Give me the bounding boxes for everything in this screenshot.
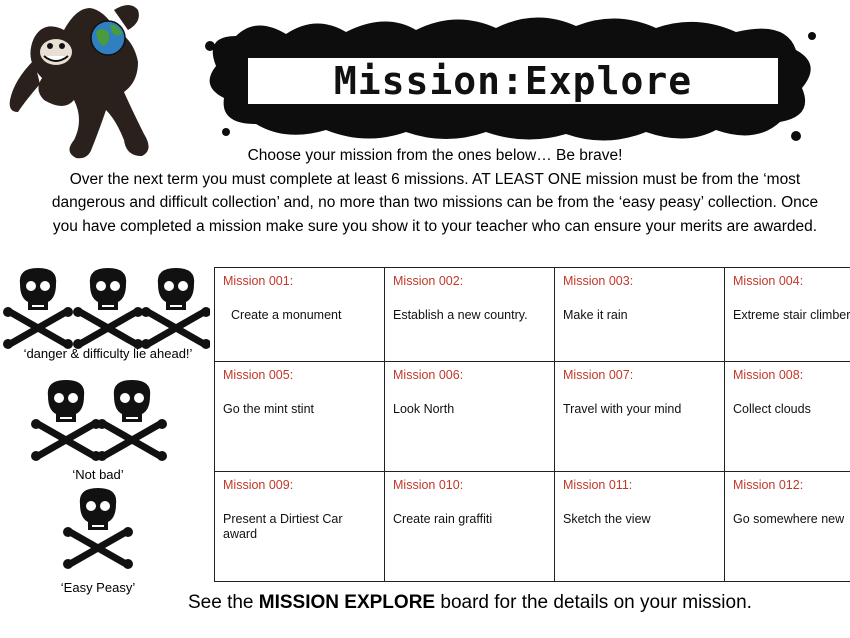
difficulty-label-medium: ‘Not bad’ xyxy=(72,467,124,482)
table-row xyxy=(215,268,850,362)
intro-line-1: Choose your mission from the ones below… Be brave! xyxy=(247,147,623,164)
footer-suffix: board for the details on your mission. xyxy=(435,592,752,613)
mission-number: Mission 009: xyxy=(223,478,294,492)
mission-explore-banner xyxy=(196,6,826,148)
mission-title: Make it rain xyxy=(563,308,628,322)
mission-number: Mission 003: xyxy=(563,274,634,288)
mission-cell xyxy=(555,472,725,582)
mission-cell xyxy=(385,362,555,472)
skull-icons xyxy=(0,262,210,602)
skull-icon xyxy=(97,380,167,461)
mission-title: Go the mint stint xyxy=(223,402,315,416)
mission-number: Mission 004: xyxy=(733,274,804,288)
footer-bold: MISSION EXPLORE xyxy=(258,592,436,613)
intro-text xyxy=(40,144,830,238)
table-row xyxy=(215,472,850,582)
mission-cell xyxy=(725,268,850,362)
table-row xyxy=(215,362,850,472)
mission-number: Mission 010: xyxy=(393,478,464,492)
mission-title: Present a Dirtiest Car award xyxy=(223,512,343,541)
footer-prefix: See the xyxy=(188,592,259,613)
difficulty-label-easy: ‘Easy Peasy’ xyxy=(60,580,136,595)
mission-cell xyxy=(725,472,850,582)
gorilla-globe-illustration xyxy=(4,0,164,162)
mission-cell xyxy=(385,472,555,582)
skull-icon xyxy=(31,380,101,461)
mission-cell xyxy=(555,362,725,472)
skull-icon xyxy=(73,268,143,349)
mission-number: Mission 008: xyxy=(733,368,804,382)
mission-number: Mission 006: xyxy=(393,368,464,382)
difficulty-key xyxy=(0,262,210,602)
mission-number: Mission 011: xyxy=(563,478,633,492)
mission-cell xyxy=(385,268,555,362)
mission-number: Mission 012: xyxy=(733,478,804,492)
mission-number: Mission 005: xyxy=(223,368,294,382)
skull-icon xyxy=(63,488,133,569)
mission-cell xyxy=(215,362,385,472)
mission-title: Create a monument xyxy=(231,308,342,322)
mission-cell xyxy=(215,472,385,582)
banner-title: Mission:Explore xyxy=(333,59,693,103)
mission-title: Establish a new country. xyxy=(393,308,528,322)
skull-icon xyxy=(3,268,73,349)
footer-note xyxy=(188,592,752,614)
mission-title: Look North xyxy=(393,402,455,416)
difficulty-label-hard: ‘danger & difficulty lie ahead!’ xyxy=(23,346,193,361)
mission-cell xyxy=(555,268,725,362)
mission-number: Mission 007: xyxy=(563,368,634,382)
mission-cell xyxy=(725,362,850,472)
mission-title: Go somewhere new xyxy=(733,512,845,526)
intro-line-2: Over the next term you must complete at least 6 missions. AT LEAST ONE mission must be from the ‘most dangerous and difficult collection’ and, no more than two missions can be from the ‘easy peasy’ collection. Once you have completed a mission make sure you show it to your teacher who can ensure your merits are awarded. xyxy=(51,170,819,235)
mission-title: Travel with your mind xyxy=(563,402,682,416)
mission-cell xyxy=(215,268,385,362)
missions-table xyxy=(214,267,850,582)
mission-title: Sketch the view xyxy=(563,512,651,526)
mission-number: Mission 001: xyxy=(223,274,294,288)
mission-title: Collect clouds xyxy=(733,402,811,416)
mission-title: Extreme stair climber xyxy=(733,308,850,322)
globe-icon xyxy=(91,21,125,55)
skull-icon xyxy=(141,268,210,349)
mission-number: Mission 002: xyxy=(393,274,464,288)
mission-title: Create rain graffiti xyxy=(393,512,493,526)
